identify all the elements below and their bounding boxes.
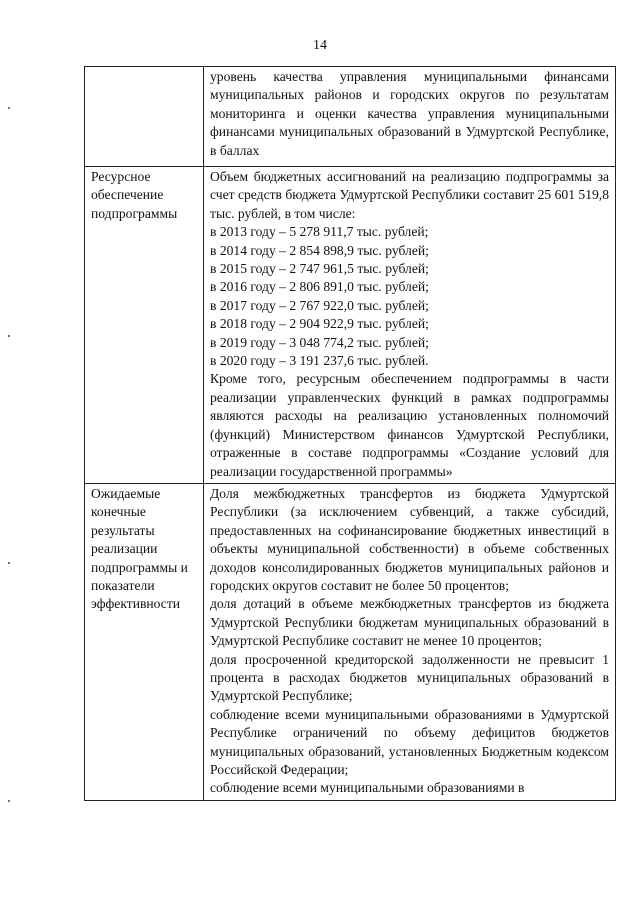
year-amount-line: в 2014 году – 2 854 898,9 тыс. рублей; bbox=[210, 242, 429, 258]
scan-speck bbox=[8, 800, 10, 802]
row-label: Ожидаемые конечные результаты реализации подпрограммы и показатели эффективности bbox=[85, 483, 204, 800]
scan-speck bbox=[8, 335, 10, 337]
paragraph: Объем бюджетных ассигнований на реализацию подпрограммы за счет средств бюджета Удмуртской Республики составит 25 601 519,8 тыс. рублей, в том числе: bbox=[210, 169, 609, 221]
page-number: 14 bbox=[313, 38, 327, 53]
table-row bbox=[85, 483, 616, 800]
paragraph: доля дотаций в объеме межбюджетных трансфертов из бюджета Удмуртской Республики бюджетам муниципальных образований в Удмуртской Республике составит не менее 10 процентов; bbox=[210, 596, 609, 649]
year-amount-line: в 2017 году – 2 767 922,0 тыс. рублей; bbox=[210, 297, 429, 313]
paragraph: соблюдение всеми муниципальными образованиями в bbox=[210, 780, 525, 796]
subprogram-passport-table bbox=[84, 66, 616, 801]
year-amount-line: в 2016 году – 2 806 891,0 тыс. рублей; bbox=[210, 279, 429, 295]
row-content bbox=[204, 67, 616, 167]
year-amount-line: в 2019 году – 3 048 774,2 тыс. рублей; bbox=[210, 334, 429, 350]
row-content bbox=[204, 483, 616, 800]
row-label bbox=[85, 67, 204, 167]
paragraph: доля просроченной кредиторской задолженности не превысит 1 процента в расходах бюджетов муниципальных образований в Удмуртской Республике; bbox=[210, 651, 609, 704]
paragraph: Доля межбюджетных трансфертов из бюджета Удмуртской Республики (за исключением субвенций, а также субсидий, предоставленных на софинансирование бюджетных инвестиций в объекты муниципальной собственности) в объеме собственных доходов консолидированных бюджетов муниципальных районов и городских округов составит не более 50 процентов; bbox=[210, 485, 609, 593]
paragraph: соблюдение всеми муниципальными образованиями в Удмуртской Республике ограничений по объему дефицитов бюджетов муниципальных образований, установленных Бюджетным кодексом Российской Федерации; bbox=[210, 706, 609, 777]
scan-speck bbox=[8, 107, 10, 109]
table-row bbox=[85, 67, 616, 167]
scan-speck bbox=[8, 562, 10, 564]
year-amount-line: в 2013 году – 5 278 911,7 тыс. рублей; bbox=[210, 224, 429, 240]
row-content bbox=[204, 167, 616, 484]
year-amount-line: в 2018 году – 2 904 922,9 тыс. рублей; bbox=[210, 316, 429, 332]
year-amount-line: в 2015 году – 2 747 961,5 тыс. рублей; bbox=[210, 261, 429, 277]
table-row bbox=[85, 167, 616, 484]
paragraph: уровень качества управления муниципальными финансами муниципальных районов и городских округов по результатам мониторинга и оценки качества управления муниципальными финансами муниципальных образований в Удмуртской Республике, в баллах bbox=[210, 69, 609, 158]
paragraph: Кроме того, ресурсным обеспечением подпрограммы в части реализации управленческих функций в рамках подпрограммы являются расходы на реализацию установленных полномочий (функций) Министерством финансов Удмуртской Республики, отраженные в составе подпрограммы «Создание условий для реализации государственной программы» bbox=[210, 371, 609, 479]
year-amount-line: в 2020 году – 3 191 237,6 тыс. рублей. bbox=[210, 353, 429, 369]
row-label: Ресурсное обеспечение подпрограммы bbox=[85, 167, 204, 484]
